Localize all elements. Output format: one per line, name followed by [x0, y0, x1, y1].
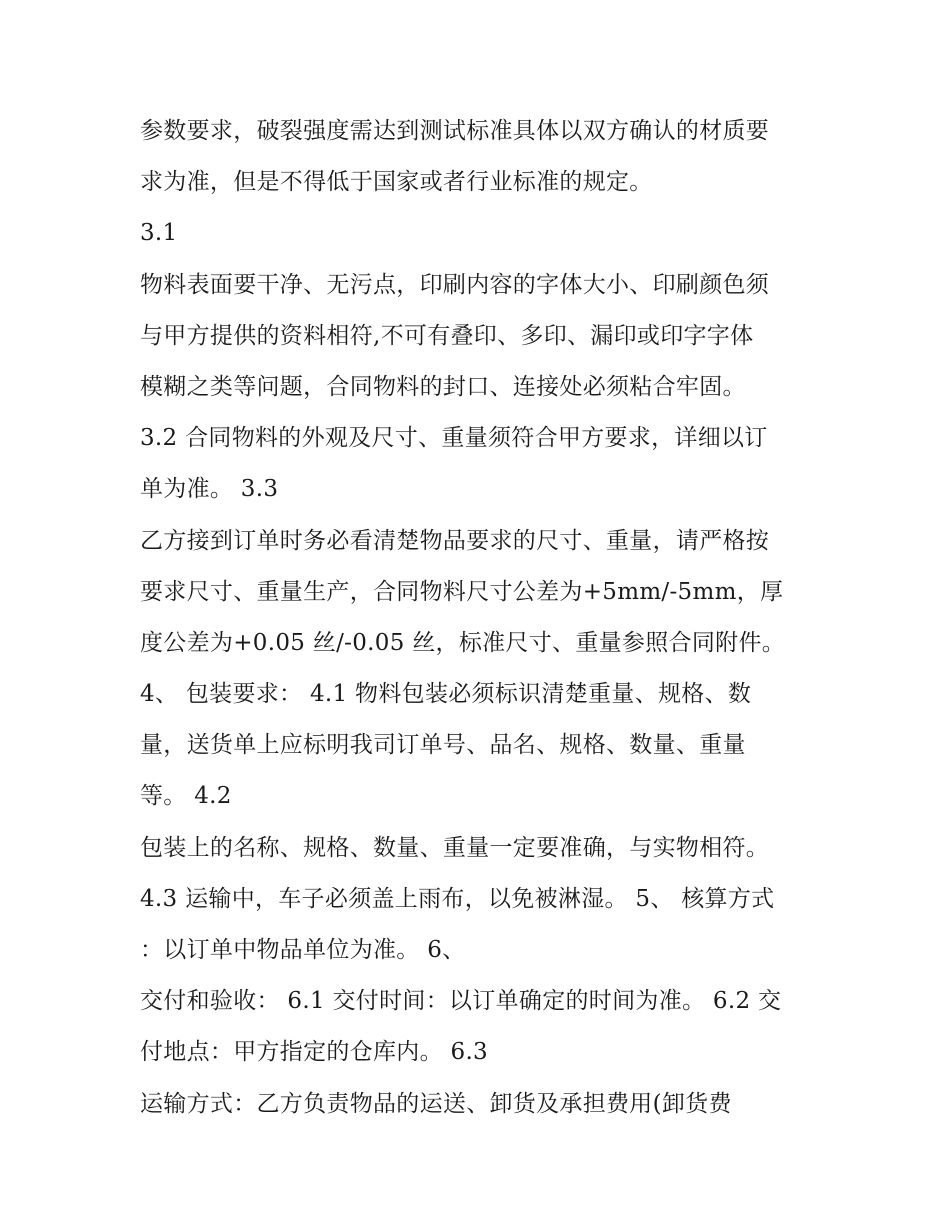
- text-line: 乙方接到订单时务必看清楚物品要求的尺寸、重量，请严格按: [140, 527, 770, 554]
- text-line: 单为准。 3.3: [140, 476, 279, 503]
- text-line: 物料表面要干净、无污点，印刷内容的字体大小、印刷颜色须: [140, 271, 770, 298]
- text-line: 3.2 合同物料的外观及尺寸、重量须符合甲方要求，详细以订: [140, 425, 768, 452]
- text-line: 交付和验收： 6.1 交付时间：以订单确定的时间为准。 6.2 交: [140, 988, 782, 1015]
- text-line: ：以订单中物品单位为准。 6、: [140, 937, 466, 963]
- body-text: [140, 106, 840, 1130]
- text-line: 等。 4.2: [140, 783, 232, 810]
- text-line: 付地点：甲方指定的仓库内。 6.3: [140, 1039, 488, 1066]
- text-line: 求为准，但是不得低于国家或者行业标准的规定。: [140, 169, 653, 196]
- text-line: 与甲方提供的资料相符,不可有叠印、多印、漏印或印字字体: [140, 322, 754, 349]
- text-line: 量，送货单上应标明我司订单号、品名、规格、数量、重量: [140, 732, 746, 759]
- text-line: 运输方式：乙方负责物品的运送、卸货及承担费用(卸货费: [140, 1090, 732, 1117]
- text-line: 4.3 运输中，车子必须盖上雨布，以免被淋湿。 5、 核算方式: [140, 885, 775, 912]
- text-line: 包装上的名称、规格、数量、重量一定要准确，与实物相符。: [140, 834, 770, 861]
- text-line: 模糊之类等问题，合同物料的封口、连接处必须粘合牢固。: [140, 373, 746, 400]
- text-line: 度公差为+0.05 丝/-0.05 丝，标准尺寸、重量参照合同附件。: [140, 629, 786, 656]
- text-line: 4、 包装要求： 4.1 物料包装必须标识清楚重量、规格、数: [140, 681, 752, 708]
- text-line: 参数要求，破裂强度需达到测试标准具体以双方确认的材质要: [140, 118, 770, 144]
- text-line: 3.1: [140, 220, 178, 247]
- text-line: 要求尺寸、重量生产，合同物料尺寸公差为+5mm/-5mm，厚: [140, 578, 784, 605]
